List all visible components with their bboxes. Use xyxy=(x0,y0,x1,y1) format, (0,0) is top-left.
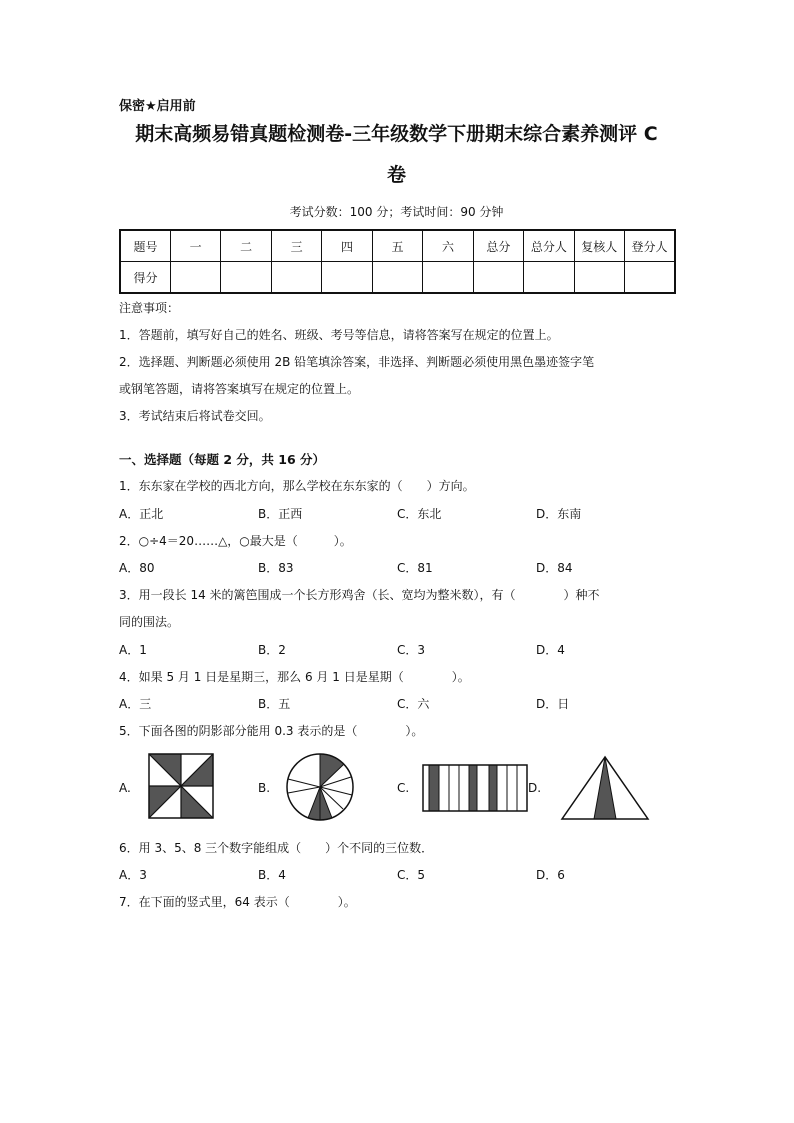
score-entry[interactable] xyxy=(473,262,523,294)
score-cell: 得分 xyxy=(120,262,170,294)
question-stem: 3．用一段长 14 米的篱笆围成一个长方形鸡舍（长、宽均为整米数），有（ ）种不 xyxy=(119,588,600,602)
option-c[interactable]: C. xyxy=(397,781,410,795)
question-stem: 6．用 3、5、8 三个数字能组成（ ）个不同的三位数． xyxy=(119,841,434,855)
option-b[interactable]: B. xyxy=(258,781,271,795)
option-a[interactable]: A．3 xyxy=(119,868,147,882)
score-cell: 六 xyxy=(423,230,473,262)
square-figure-a xyxy=(147,752,215,820)
score-entry[interactable] xyxy=(625,262,675,294)
question-stem-continued: 同的围法。 xyxy=(119,615,180,629)
score-entry[interactable] xyxy=(372,262,422,294)
option-d[interactable]: D．东南 xyxy=(536,507,582,521)
option-b[interactable]: B．4 xyxy=(258,868,286,882)
confidential-label: 保密★启用前 xyxy=(119,99,196,114)
option-d[interactable]: D．日 xyxy=(536,697,570,711)
score-table xyxy=(119,229,676,294)
score-cell: 一 xyxy=(170,230,220,262)
option-b[interactable]: B．五 xyxy=(258,697,291,711)
option-c[interactable]: C．3 xyxy=(397,643,426,657)
score-table-header-row xyxy=(120,230,675,262)
option-d[interactable]: D．6 xyxy=(536,868,565,882)
option-d[interactable]: D．4 xyxy=(536,643,565,657)
question-stem: 7．在下面的竖式里，64 表示（ ）。 xyxy=(119,895,356,909)
question-stem: 4．如果 5 月 1 日是星期三，那么 6 月 1 日是星期（ ）。 xyxy=(119,670,470,684)
page-title-continued: 卷 xyxy=(386,164,406,186)
score-entry[interactable] xyxy=(322,262,372,294)
option-c[interactable]: C．六 xyxy=(397,697,430,711)
score-entry[interactable] xyxy=(574,262,624,294)
exam-info: 考试分数：100 分；考试时间：90 分钟 xyxy=(289,205,504,219)
option-c[interactable]: C．5 xyxy=(397,868,426,882)
option-b[interactable]: B．83 xyxy=(258,561,294,575)
score-cell: 题号 xyxy=(120,230,170,262)
score-cell: 二 xyxy=(221,230,271,262)
option-d[interactable]: D．84 xyxy=(536,561,573,575)
option-a[interactable]: A. xyxy=(119,781,131,795)
option-b[interactable]: B．2 xyxy=(258,643,286,657)
score-cell: 五 xyxy=(372,230,422,262)
score-cell: 三 xyxy=(271,230,321,262)
circle-figure-b xyxy=(283,751,357,823)
score-entry[interactable] xyxy=(271,262,321,294)
rectangle-figure-c xyxy=(421,763,529,813)
option-a[interactable]: A．三 xyxy=(119,697,152,711)
option-a[interactable]: A．正北 xyxy=(119,507,164,521)
score-cell: 登分人 xyxy=(625,230,675,262)
score-cell: 总分人 xyxy=(524,230,574,262)
score-entry[interactable] xyxy=(221,262,271,294)
page-title: 期末高频易错真题检测卷-三年级数学下册期末综合素养测评 C xyxy=(135,123,658,145)
option-a[interactable]: A．1 xyxy=(119,643,147,657)
note-item: 1．答题前，填写好自己的姓名、班级、考号等信息，请将答案写在规定的位置上。 xyxy=(119,328,559,342)
score-table-score-row xyxy=(120,262,675,294)
option-a[interactable]: A．80 xyxy=(119,561,155,575)
triangle-figure-d xyxy=(560,755,650,821)
score-cell: 复核人 xyxy=(574,230,624,262)
question-stem: 1．东东家在学校的西北方向，那么学校在东东家的（ ）方向。 xyxy=(119,479,475,493)
score-entry[interactable] xyxy=(423,262,473,294)
score-cell: 总分 xyxy=(473,230,523,262)
option-d[interactable]: D. xyxy=(528,781,542,795)
note-item: 或钢笔答题，请将答案填写在规定的位置上。 xyxy=(119,382,360,396)
option-b[interactable]: B．正西 xyxy=(258,507,303,521)
score-cell: 四 xyxy=(322,230,372,262)
option-c[interactable]: C．东北 xyxy=(397,507,442,521)
question-stem: 2．○÷4＝20……△，○最大是（ ）。 xyxy=(119,534,352,548)
question-stem: 5．下面各图的阴影部分能用 0.3 表示的是（ ）。 xyxy=(119,724,424,738)
note-item: 2．选择题、判断题必须使用 2B 铅笔填涂答案，非选择、判断题必须使用黑色墨迹签字笔 xyxy=(119,355,595,369)
score-entry[interactable] xyxy=(170,262,220,294)
section-title: 一、选择题（每题 2 分，共 16 分） xyxy=(119,452,326,467)
note-item: 3．考试结束后将试卷交回。 xyxy=(119,409,271,423)
option-c[interactable]: C．81 xyxy=(397,561,433,575)
score-entry[interactable] xyxy=(524,262,574,294)
notes-heading: 注意事项： xyxy=(119,301,180,315)
